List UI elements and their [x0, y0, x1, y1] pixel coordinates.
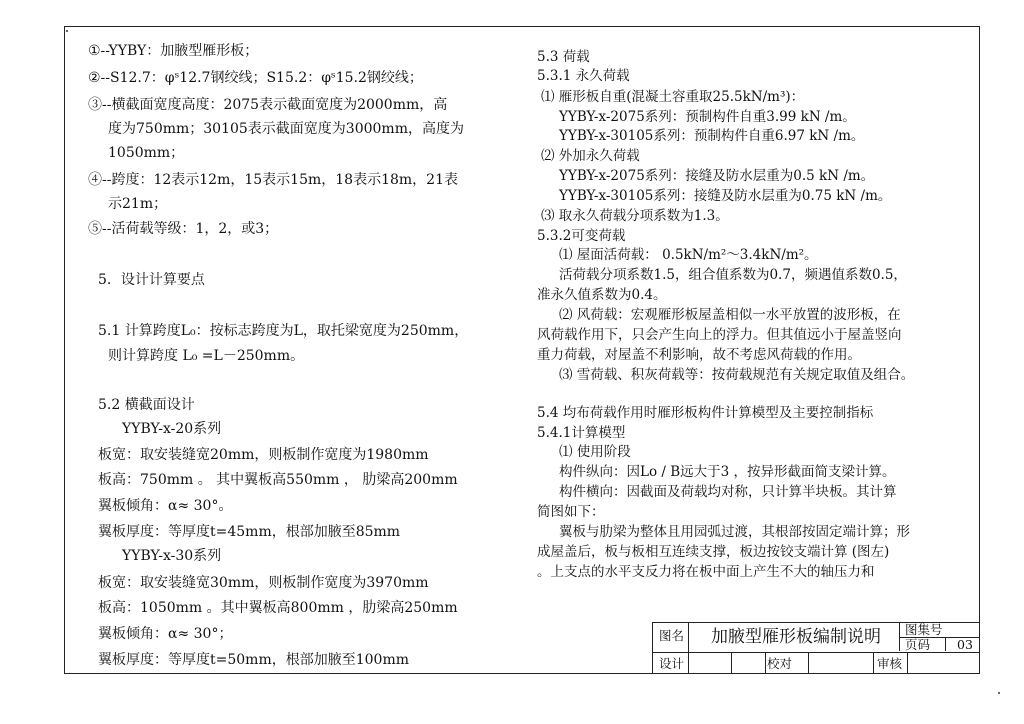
- tb-divider: [731, 652, 732, 674]
- extra-2075: YYBY-x-2075系列：接缝及防水层重为0.5 kN /m。: [559, 168, 875, 184]
- boundary-conditions-cont: 。上支点的水平支反力将在板中面上产生不大的轴压力和: [537, 564, 875, 580]
- section-5-3-1: 5.3.1 永久荷载: [537, 68, 630, 84]
- section-5-3-2: 5.3.2可变荷载: [537, 228, 626, 244]
- live-load-factors-cont: 准永久值系数为0.4。: [537, 287, 667, 303]
- self-weight-item: ⑴ 雁形板自重(混凝土容重取25.5kN/m³)：: [541, 89, 805, 105]
- wind-load-cont: 重力荷载，对屋盖不利影响，故不考虑风荷载的作用。: [537, 347, 861, 363]
- series-20-height: 板高：750mm 。 其中翼板高550mm ， 肋梁高200mm: [98, 472, 458, 488]
- live-load-factors: 活荷载分项系数1.5，组合值系数为0.7，频遇值系数0.5，: [559, 267, 907, 283]
- wind-load-cont: 风荷载作用下，只会产生向上的浮力。但其值远小于屋盖竖向: [537, 327, 902, 343]
- legend-item-3-cont: 度为750mm；30105表示截面宽度为3000mm，高度为: [108, 121, 464, 137]
- self-weight-30105: YYBY-x-30105系列：预制构件自重6.97 kN /m。: [559, 128, 865, 144]
- tb-divider: [688, 623, 689, 674]
- legend-item-3: ③--横截面宽度高度：2075表示截面宽度为2000mm，高: [88, 97, 448, 113]
- transverse: 构件横向：因截面及荷载均对称，只计算半块板。其计算: [559, 484, 897, 500]
- tb-divider: [945, 637, 946, 651]
- series-30-width: 板宽：取安装缝宽30mm，则板制作宽度为3970mm: [98, 575, 429, 591]
- tb-divider: [907, 652, 908, 674]
- boundary-conditions: 翼板与肋梁为整体且用园弧过渡，其根部按固定端计算；形: [559, 524, 910, 540]
- series-20-thickness: 翼板厚度：等厚度t=45mm，根部加腋至85mm: [98, 524, 401, 540]
- legend-item-1: ①--YYBY：加腋型雁形板；: [88, 43, 259, 59]
- self-weight-2075: YYBY-x-2075系列：预制构件自重3.99 kN /m。: [559, 109, 856, 125]
- section-5-3: 5.3 荷载: [537, 49, 590, 65]
- legend-item-3-cont: 1050mm；: [108, 145, 185, 161]
- title-block: [652, 622, 980, 674]
- series-30-angle: 翼板倾角：α≈ 30°；: [98, 626, 233, 642]
- review-label: 审核: [877, 656, 903, 671]
- drawing-title: 加腋型雁形板编制说明: [711, 627, 881, 647]
- legend-item-4-cont: 示21m；: [108, 196, 168, 212]
- series-20-angle: 翼板倾角：α≈ 30°。: [98, 498, 233, 514]
- tb-divider: [765, 652, 766, 674]
- series-20-width: 板宽：取安装缝宽20mm，则板制作宽度为1980mm: [98, 447, 429, 463]
- corner-mark: [998, 692, 1000, 694]
- atlas-number-label: 图集号: [905, 622, 943, 637]
- series-30-thickness: 翼板厚度：等厚度t=50mm，根部加腋至100mm: [98, 652, 409, 668]
- longitudinal: 构件纵向：因Lo / B远大于3 ，按异形截面简支梁计算。: [559, 464, 896, 480]
- roof-live-load: ⑴ 屋面活荷载： 0.5kN/m²～3.4kN/m²。: [559, 247, 818, 263]
- section-heading-5: 5．设计计算要点: [98, 272, 205, 288]
- tb-divider: [808, 652, 809, 674]
- series-20-heading: YYBY-x-20系列: [122, 421, 222, 437]
- section-5-4-1: 5.4.1计算模型: [537, 425, 626, 441]
- legend-item-4: ④--跨度：12表示12m，15表示15m，18表示18m，21表: [88, 172, 458, 188]
- permanent-factor: ⑶ 取永久荷载分项系数为1.3。: [541, 208, 729, 224]
- legend-item-2: ②--S12.7：φˢ12.7钢绞线；S15.2：φˢ15.2钢绞线；: [88, 70, 423, 86]
- extra-permanent-item: ⑵ 外加永久荷载: [541, 148, 640, 164]
- design-label: 设计: [659, 656, 685, 671]
- page-number-label: 页码: [905, 637, 931, 652]
- corner-mark: [66, 30, 68, 32]
- section-5-1-cont: 则计算跨度 L₀ =L－250mm。: [108, 348, 305, 364]
- section-5-1: 5.1 计算跨度L₀：按标志跨度为L，取托梁宽度为250mm，: [98, 323, 469, 339]
- section-5-4: 5.4 均布荷载作用时雁形板构件计算模型及主要控制指标: [537, 405, 874, 421]
- snow-load: ⑶ 雪荷载、积灰荷载等：按荷载规范有关规定取值及组合。: [559, 367, 915, 383]
- series-30-height: 板高：1050mm 。其中翼板高800mm ，肋梁高250mm: [98, 600, 458, 616]
- title-label: 图名: [659, 628, 685, 643]
- transverse-cont: 简图如下：: [537, 504, 605, 520]
- tb-divider: [653, 652, 980, 653]
- wind-load: ⑵ 风荷载：宏观雁形板屋盖相似一水平放置的波形板，在: [559, 307, 901, 323]
- tb-divider: [873, 652, 874, 674]
- service-stage: ⑴ 使用阶段: [559, 444, 631, 460]
- boundary-conditions-cont: 成屋盖后，板与板相互连续支撑，板边按铰支端计算 (图左): [537, 544, 890, 560]
- check-label: 校对: [767, 656, 793, 671]
- series-30-heading: YYBY-x-30系列: [122, 548, 222, 564]
- extra-30105: YYBY-x-30105系列：接缝及防水层重为0.75 kN /m。: [559, 188, 892, 204]
- section-5-2: 5.2 横截面设计: [98, 397, 195, 413]
- page-number-value: 03: [957, 637, 973, 652]
- legend-item-5: ⑤--活荷载等级：1，2，或3；: [88, 221, 279, 237]
